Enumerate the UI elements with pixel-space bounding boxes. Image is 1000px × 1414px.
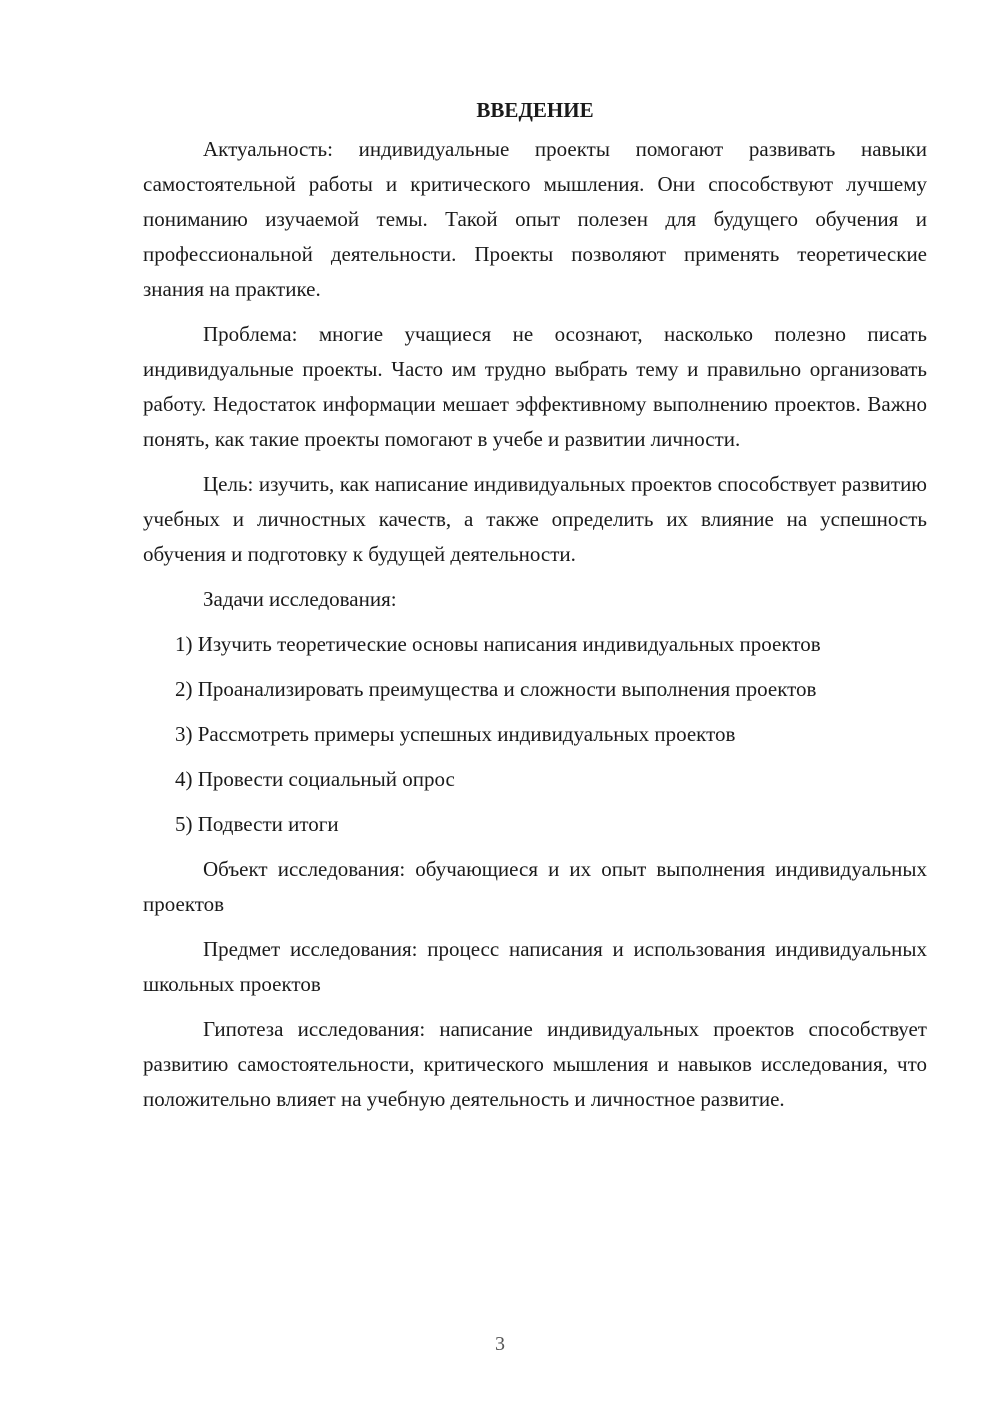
object-paragraph: Объект исследования: обучающиеся и их опыт выполнения индивидуальных проектов bbox=[143, 857, 927, 916]
goal-paragraph: Цель: изучить, как написание индивидуальных проектов способствует развитию учебных и личностных качеств, а также определить их влияние на успешность обучения и подготовку к будущей деятельности. bbox=[143, 472, 927, 566]
task-item-5: 5) Подвести итоги bbox=[175, 812, 339, 836]
section-title: ВВЕДЕНИЕ bbox=[476, 98, 594, 122]
page-number: 3 bbox=[495, 1333, 505, 1355]
task-item-4: 4) Провести социальный опрос bbox=[175, 767, 455, 791]
document-page bbox=[143, 92, 927, 1127]
subject-paragraph: Предмет исследования: процесс написания и использования индивидуальных школьных проектов bbox=[143, 937, 927, 996]
relevance-paragraph: Актуальность: индивидуальные проекты помогают развивать навыки самостоятельной работы и критического мышления. Они способствуют лучшему пониманию изучаемой темы. Такой опыт полезен для будущего обучения и профессиональной деятельности. Проекты позволяют применять теоретические знания на практике. bbox=[143, 137, 927, 301]
task-item-1: 1) Изучить теоретические основы написания индивидуальных проектов bbox=[175, 632, 821, 656]
task-item-3: 3) Рассмотреть примеры успешных индивидуальных проектов bbox=[175, 722, 736, 746]
tasks-heading: Задачи исследования: bbox=[203, 587, 397, 611]
task-item-2: 2) Проанализировать преимущества и сложности выполнения проектов bbox=[175, 677, 817, 701]
hypothesis-paragraph: Гипотеза исследования: написание индивидуальных проектов способствует развитию самостоятельности, критического мышления и навыков исследования, что положительно влияет на учебную деятельность и личностное развитие. bbox=[143, 1017, 927, 1111]
problem-paragraph: Проблема: многие учащиеся не осознают, насколько полезно писать индивидуальные проекты. Часто им трудно выбрать тему и правильно организовать работу. Недостаток информации мешает эффективному выполнению проектов. Важно понять, как такие проекты помогают в учебе и развитии личности. bbox=[143, 322, 927, 451]
